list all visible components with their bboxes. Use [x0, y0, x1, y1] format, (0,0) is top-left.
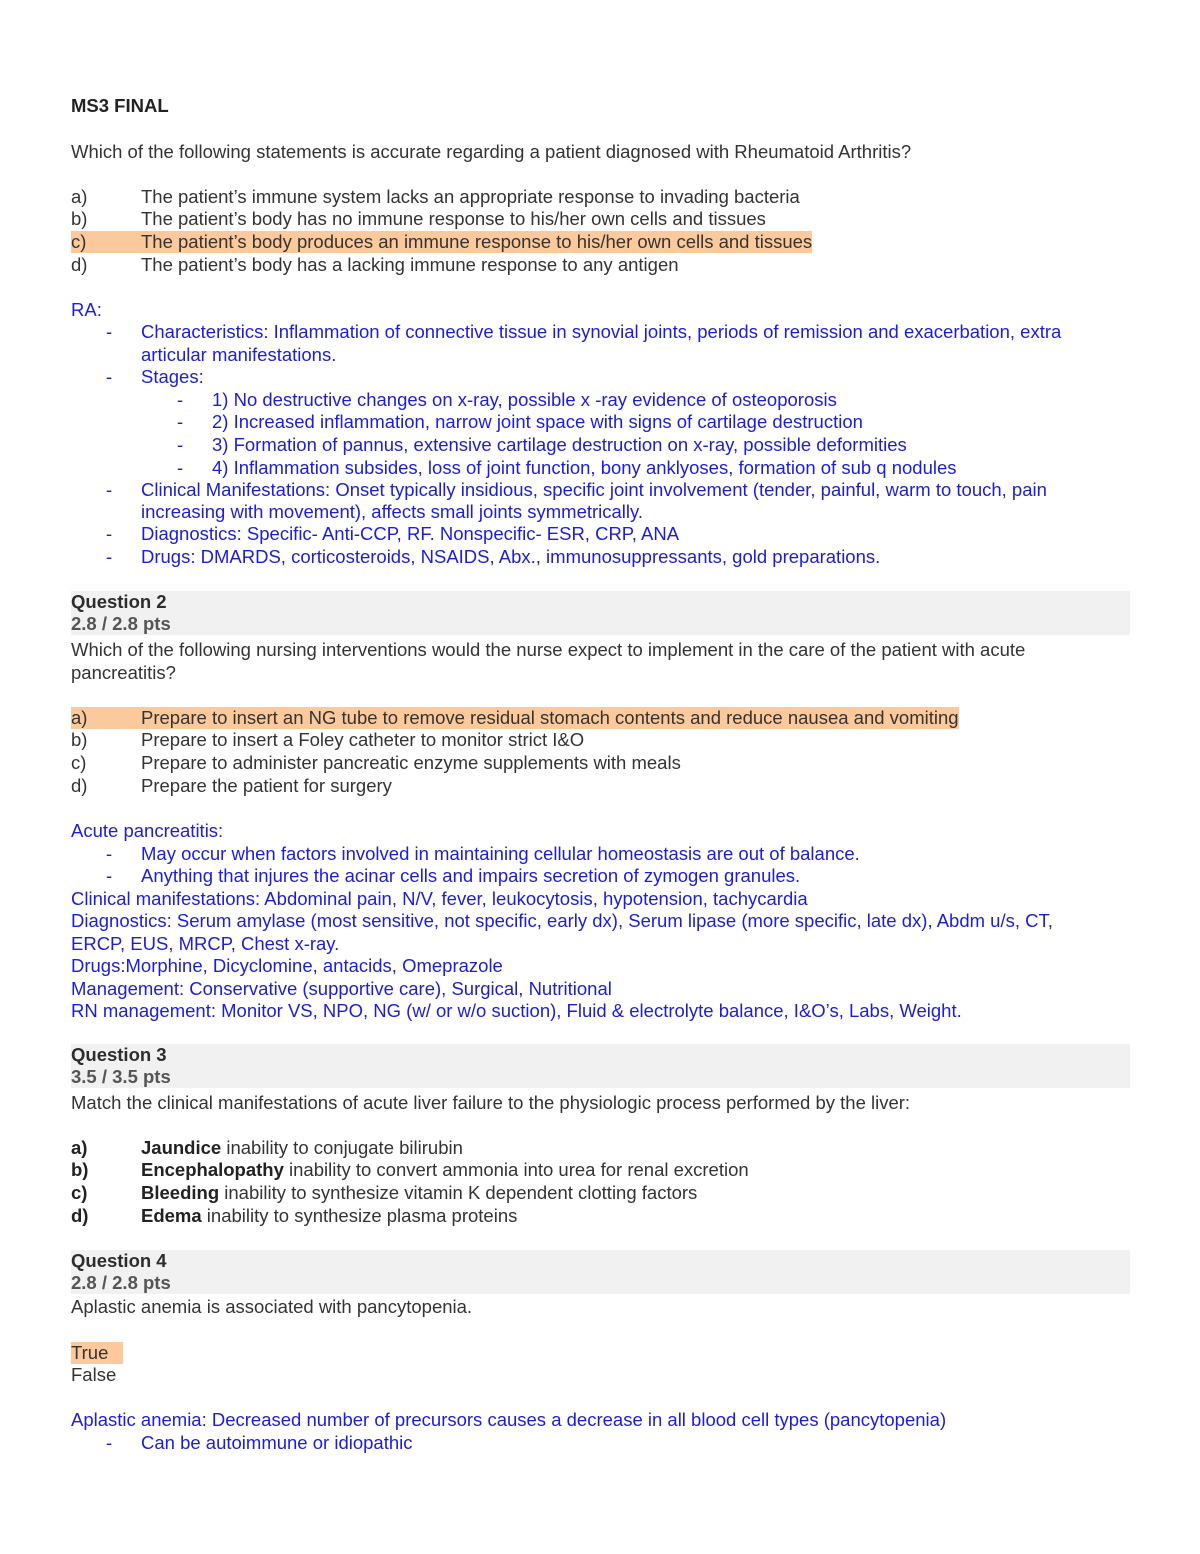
q2-note-bullet-2: - Anything that injures the acinar cells and impairs secretion of zymogen granules.: [106, 865, 801, 886]
q4-answer-false: False: [71, 1364, 117, 1385]
q1-question: Which of the following statements is accurate regarding a patient diagnosed with Rheumatoid Arthritis?: [71, 141, 912, 162]
q2-option-c: c) Prepare to administer pancreatic enzyme supplements with meals: [71, 752, 681, 773]
q3-item-c: c) Bleeding inability to synthesize vitamin K dependent clotting factors: [71, 1182, 698, 1203]
q1-option-a: a) The patient’s immune system lacks an appropriate response to invading bacteria: [71, 186, 800, 207]
q1-stage-2: - 2) Increased inflammation, narrow joint space with signs of cartilage destruction: [177, 411, 863, 432]
q4-answer-true-highlighted: True: [71, 1342, 123, 1364]
q4-header: [71, 1250, 1130, 1294]
q3-label: Question 3: [71, 1044, 167, 1065]
q3-points: 3.5 / 3.5 pts: [71, 1066, 171, 1087]
q2-points: 2.8 / 2.8 pts: [71, 613, 171, 634]
q3-question: Match the clinical manifestations of acute liver failure to the physiologic process performed by the liver:: [71, 1092, 911, 1113]
q1-note-clinical-cont: increasing with movement), affects small joints symmetrically.: [141, 501, 644, 522]
q2-question-cont: pancreatitis?: [71, 662, 176, 683]
q2-note-clinical: Clinical manifestations: Abdominal pain, N/V, fever, leukocytosis, hypotension, tachycardia: [71, 888, 808, 909]
q4-note-bullet: - Can be autoimmune or idiopathic: [106, 1432, 413, 1453]
q1-stage-3: - 3) Formation of pannus, extensive cartilage destruction on x-ray, possible deformities: [177, 434, 907, 455]
q1-stage-1: - 1) No destructive changes on x-ray, possible x -ray evidence of osteoporosis: [177, 389, 837, 410]
q3-header: [71, 1044, 1130, 1088]
q4-points: 2.8 / 2.8 pts: [71, 1272, 171, 1293]
q1-note-characteristics: - Characteristics: Inflammation of connective tissue in synovial joints, periods of remission and exacerbation, extra: [106, 321, 1062, 342]
q2-note-bullet-1: - May occur when factors involved in maintaining cellular homeostasis are out of balance.: [106, 843, 860, 864]
q2-option-d: d) Prepare the patient for surgery: [71, 775, 392, 796]
q2-note-diagnostics-cont: ERCP, EUS, MRCP, Chest x-ray.: [71, 933, 340, 954]
q2-notes-heading: Acute pancreatitis:: [71, 820, 224, 841]
q4-note-main: Aplastic anemia: Decreased number of precursors causes a decrease in all blood cell types (pancytopenia): [71, 1409, 947, 1430]
q4-label: Question 4: [71, 1250, 167, 1271]
q3-item-a: a) Jaundice inability to conjugate bilirubin: [71, 1137, 463, 1158]
q2-question: Which of the following nursing interventions would the nurse expect to implement in the care of the patient with acute: [71, 639, 1026, 660]
q2-option-a-highlighted: a) Prepare to insert an NG tube to remove residual stomach contents and reduce nausea and vomiting: [71, 707, 959, 728]
q3-item-b: b) Encephalopathy inability to convert ammonia into urea for renal excretion: [71, 1159, 749, 1180]
q1-option-c-highlighted: c) The patient’s body produces an immune response to his/her own cells and tissues: [71, 231, 813, 252]
q1-option-d: d) The patient’s body has a lacking immune response to any antigen: [71, 254, 679, 275]
q1-note-drugs: - Drugs: DMARDS, corticosteroids, NSAIDS, Abx., immunosuppressants, gold preparations.: [106, 546, 881, 567]
q1-notes-heading: RA:: [71, 299, 102, 320]
q1-note-diagnostics: - Diagnostics: Specific- Anti-CCP, RF. Nonspecific- ESR, CRP, ANA: [106, 523, 680, 544]
q2-option-b: b) Prepare to insert a Foley catheter to monitor strict I&O: [71, 729, 585, 750]
q2-note-management: Management: Conservative (supportive care), Surgical, Nutritional: [71, 978, 612, 999]
q2-note-diagnostics: Diagnostics: Serum amylase (most sensitive, not specific, early dx), Serum lipase (more specific, late dx), Abdm u/s, CT,: [71, 910, 1053, 931]
q1-note-clinical: - Clinical Manifestations: Onset typically insidious, specific joint involvement (tender, painful, warm to touch, pain: [106, 479, 1047, 500]
q1-option-b: b) The patient’s body has no immune response to his/her own cells and tissues: [71, 208, 766, 229]
document-title: MS3 FINAL: [71, 95, 169, 116]
q1-stage-4: - 4) Inflammation subsides, loss of joint function, bony anklyoses, formation of sub q nodules: [177, 457, 957, 478]
q2-note-drugs: Drugs:Morphine, Dicyclomine, antacids, Omeprazole: [71, 955, 503, 976]
q3-item-d: d) Edema inability to synthesize plasma proteins: [71, 1205, 518, 1226]
q2-label: Question 2: [71, 591, 167, 612]
q1-note-characteristics-cont: articular manifestations.: [141, 344, 337, 365]
q1-note-stages: - Stages:: [106, 366, 204, 387]
q2-header: [71, 591, 1130, 635]
q4-question: Aplastic anemia is associated with pancytopenia.: [71, 1296, 473, 1317]
q2-note-rn-management: RN management: Monitor VS, NPO, NG (w/ or w/o suction), Fluid & electrolyte balance, I&O’s, Labs, Weight.: [71, 1000, 962, 1021]
